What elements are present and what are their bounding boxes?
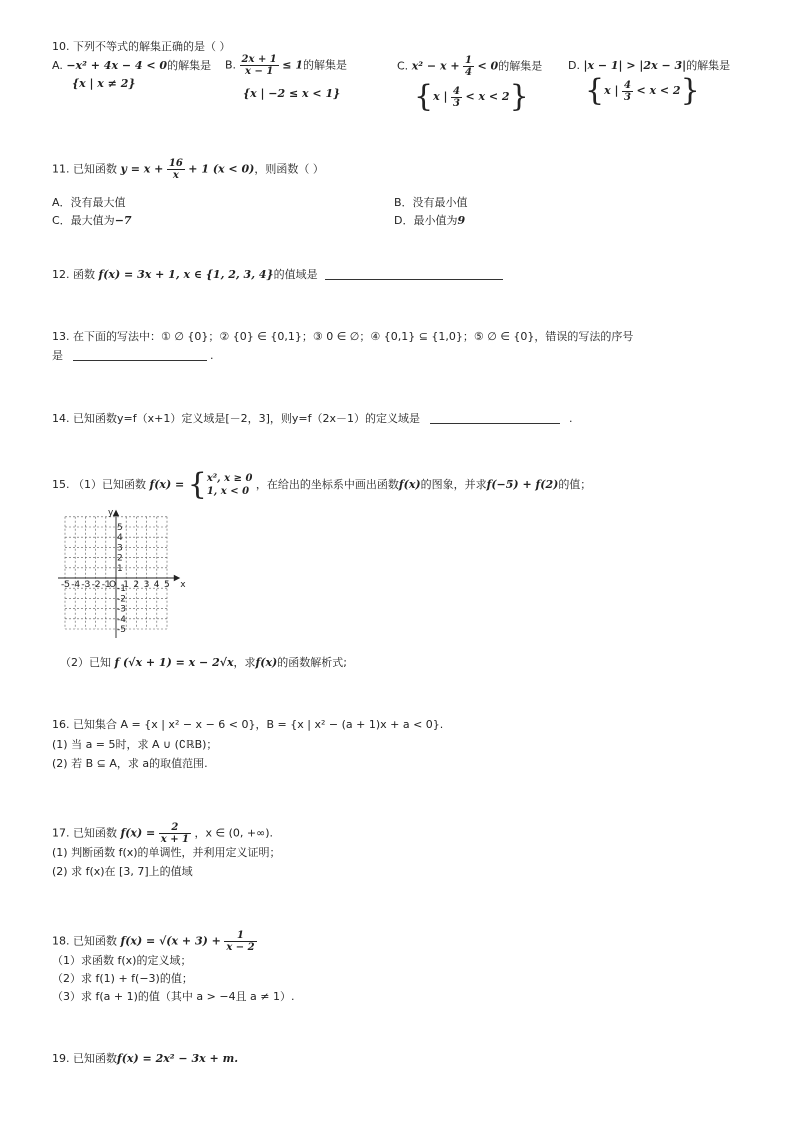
- q17-part2: (2) 求 f(x)在 [3, 7]上的值域: [52, 865, 193, 878]
- y-tick-label: -5: [117, 625, 126, 635]
- x-tick-label: 4: [153, 580, 160, 590]
- coordinate-grid: [58, 508, 190, 638]
- x-tick-label: 2: [133, 580, 140, 590]
- q18-part2: （2）求 f(1) + f(−3)的值；: [52, 972, 193, 985]
- x-tick-label: 1: [123, 580, 129, 590]
- y-tick-label: 5: [117, 523, 123, 533]
- y-tick-label: 1: [117, 563, 123, 574]
- q14-answer-blank: [430, 412, 560, 424]
- q10-option-b: B. $\frac{2x + 1}{x - 1}$ ≤ 1的解集是: [225, 54, 347, 77]
- q11-option-b: B．没有最小值: [394, 196, 468, 209]
- q17-stem: 17. 已知函数 f(x) = $\frac{2}{x + 1}$ ，x ∈ (0, +∞).: [52, 822, 274, 845]
- y-axis-label: y: [108, 508, 114, 518]
- q16-part2: (2) 若 B ⊆ A，求 a的取值范围.: [52, 757, 208, 770]
- y-axis-arrow: [114, 511, 119, 516]
- x-axis-label: x: [180, 580, 186, 590]
- q11-option-c: C．最大值为−7: [52, 214, 132, 227]
- q13-answer-blank: [73, 349, 207, 361]
- y-tick-label: -2: [117, 594, 126, 605]
- q10-option-a: A. −x² + 4x − 4 < 0的解集是: [52, 59, 212, 72]
- q12-answer-blank: [325, 268, 503, 280]
- x-tick-label: -4: [71, 580, 81, 590]
- origin-label: O: [109, 580, 117, 590]
- y-tick-label: 2: [117, 553, 123, 564]
- q10-option-b-set: {x | −2 ≤ x < 1}: [243, 87, 341, 100]
- q18-part1: （1）求函数 f(x)的定义域；: [52, 954, 192, 967]
- q15-part2: （2）已知 f (√x + 1) = x − 2√x，求f(x)的函数解析式;: [60, 656, 347, 669]
- y-tick-label: 4: [117, 533, 123, 544]
- q18-stem: 18. 已知函数 f(x) = √(x + 3) + $\frac{1}{x - 2}$: [52, 930, 255, 953]
- x-tick-label: -1: [101, 580, 111, 590]
- q11-option-d: D．最小值为9: [394, 214, 466, 227]
- q16-stem: 16. 已知集合 A = {x | x² − x − 6 < 0}，B = {x | x² − (a + 1)x + a < 0}.: [52, 718, 444, 731]
- q10-option-c: C. x² − x + $\frac{1}{4}$ < 0的解集是: [397, 55, 543, 78]
- q10-stem: 10. 下列不等式的解集正确的是（ ）: [52, 40, 231, 53]
- x-tick-label: -3: [81, 580, 91, 590]
- x-tick-label: 3: [143, 580, 150, 590]
- q15-stem: 15. （1）已知函数 f(x) = { x², x ≥ 0 1, x < 0 ，在给出的坐标系中画出函数f(x)的图象，并求f(−5) + f(2)的值；: [52, 467, 592, 502]
- q12-stem: 12. 函数 f(x) = 3x + 1, x ∈ {1, 2, 3, 4}的值域是: [52, 268, 503, 282]
- q13-stem: 13. 在下面的写法中：① ∅ {0}；② {0} ∈ {0,1}；③ 0 ∈ ∅；④ {0,1} ⊆ {1,0}；⑤ ∅ ∈ {0}，错误的写法的序号: [52, 330, 634, 343]
- y-tick-label: -1: [117, 584, 126, 595]
- y-tick-label: -3: [117, 604, 126, 615]
- q19-stem: 19. 已知函数f(x) = 2x² − 3x + m.: [52, 1052, 239, 1065]
- q18-part3: （3）求 f(a + 1)的值（其中 a > −4且 a ≠ 1）.: [52, 990, 295, 1003]
- q11-option-a: A．没有最大值: [52, 196, 126, 209]
- y-tick-label: 3: [117, 543, 123, 554]
- q13-stem-end: 是 .: [52, 349, 214, 362]
- q10-option-c-set: {x | $\frac{4}{3}$ < x < 2}: [414, 79, 529, 114]
- q14-stem: 14. 已知函数y=f（x+1）定义域是[－2，3]，则y=f（2x－1）的定义域是 .: [52, 412, 573, 425]
- y-tick-label: -4: [117, 614, 126, 625]
- x-tick-label: -2: [91, 580, 101, 590]
- q10-option-d: D. |x − 1| > |2x − 3|的解集是: [568, 59, 731, 72]
- q11-stem: 11. 已知函数 y = x + $\frac{16}{x}$ + 1 (x < 0)，则函数（ ）: [52, 158, 324, 181]
- x-axis-arrow: [174, 576, 179, 581]
- q10-option-d-set: {x | $\frac{4}{3}$ < x < 2}: [585, 73, 700, 108]
- q17-part1: (1) 判断函数 f(x)的单调性，并利用定义证明；: [52, 846, 281, 859]
- q10-option-a-set: {x | x ≠ 2}: [72, 77, 136, 90]
- q16-part1: (1) 当 a = 5时，求 A ∪ (∁ℝB)；: [52, 738, 218, 751]
- x-tick-label: 5: [164, 580, 170, 590]
- x-tick-label: -5: [61, 580, 70, 590]
